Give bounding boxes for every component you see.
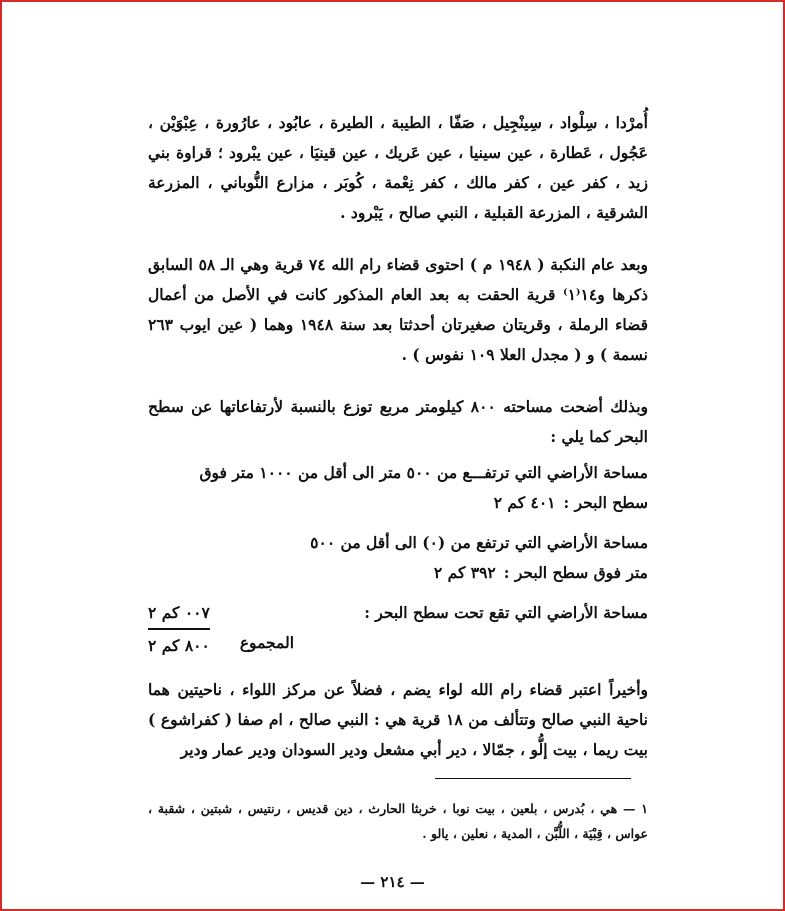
- area-entry-1-value: ٤٠١ كم ٢: [493, 493, 556, 512]
- area-entry-2-value: ٣٩٢ كم ٢: [433, 563, 496, 582]
- area-entry-3-value: ٠٠٧ كم ٢: [148, 603, 210, 622]
- area-entry-3-label: مساحة الأراضي التي تقع تحت سطح البحر :: [364, 603, 648, 622]
- area-entry-1: [148, 458, 648, 518]
- area-entry-2: [148, 528, 648, 588]
- area-entry-1-label: مساحة الأراضي التي ترتفـــع من ٥٠٠ متر الى أقل من ١٠٠٠ متر فوق: [199, 463, 648, 482]
- area-entry-3: [148, 598, 648, 661]
- paragraph-village-list: أُمرْدا ، سِلْواد ، سِينْجِيل ، صَفّا ، الطيبة ، الطيرة ، عابُود ، عارُورة ، عِبْوَيْن ، عَجُول ، عَطارة ، عين سينيا ، عين عَريك ، عين قينيَا ، عين يبْرود ؛ قراوة بني زيد ، كفر عين ، كفر مالك ، كفر نِعْمة ، كُوبَر ، مزارع النُّوباني ، المزرعة الشرقية ، المزرعة القبلية ، النبي صالح ، يَبْرود .: [148, 113, 648, 222]
- footnote: ١ — هي ، بُدرس ، بلعين ، بيت نوبا ، خربثا الحارث ، دين قديس ، رنتيس ، شبتين ، شقبة ، عواس ، قِبْيَة ، اللُّبَّن ، المدية ، نعلين ، يالو .: [148, 801, 648, 841]
- area-entry-2-label: مساحة الأراضي التي ترتفع من (٠) الى أقل من ٥٠٠: [310, 533, 648, 552]
- footnote-divider: [435, 778, 631, 779]
- total-value: ٨٠٠ كم ٢: [148, 628, 210, 661]
- paragraph-after-nakba: وبعد عام النكبة ( ١٩٤٨ م ) احتوى قضاء رام الله ٧٤ قرية وهي الـ ٥٨ السابق ذكرها و١٤⁽١⁾ قرية الحقت به بعد العام المذكور كانت في الأصل من أعمال قضاء الرملة ، وقريتان صغيرتان أحدثتا بعد سنة ١٩٤٨ وهما ( عين ايوب ٢٦٣ نسمة ) و ( مجدل العلا ١٠٩ نفوس ) .: [148, 255, 648, 364]
- page-number: — ٢١٤ —: [360, 873, 425, 891]
- document-body: [148, 108, 648, 765]
- total-label: المجموع: [239, 633, 295, 652]
- area-entry-1-label2: سطح البحر :: [563, 493, 648, 512]
- paragraph-area-intro: وبذلك أضحت مساحته ٨٠٠ كيلومتر مربع توزع بالنسبة لأرتفاعاتها عن سطح البحر كما يلي :: [148, 397, 648, 446]
- paragraph-districts: وأخيراً اعتبر قضاء رام الله لواء يضم ، فضلاً عن مركز اللواء ، ناحيتين هما ناحية النبي صالح وتتألف من ١٨ قرية هي : النبي صالح ، ام صفا ( كفراشوع ) بيت ريما ، بيت إلُّو ، جمّالا ، دير أبي مشعل ودير السودان ودير عمار ودير: [148, 680, 648, 759]
- area-entry-2-label2: متر فوق سطح البحر :: [503, 563, 648, 582]
